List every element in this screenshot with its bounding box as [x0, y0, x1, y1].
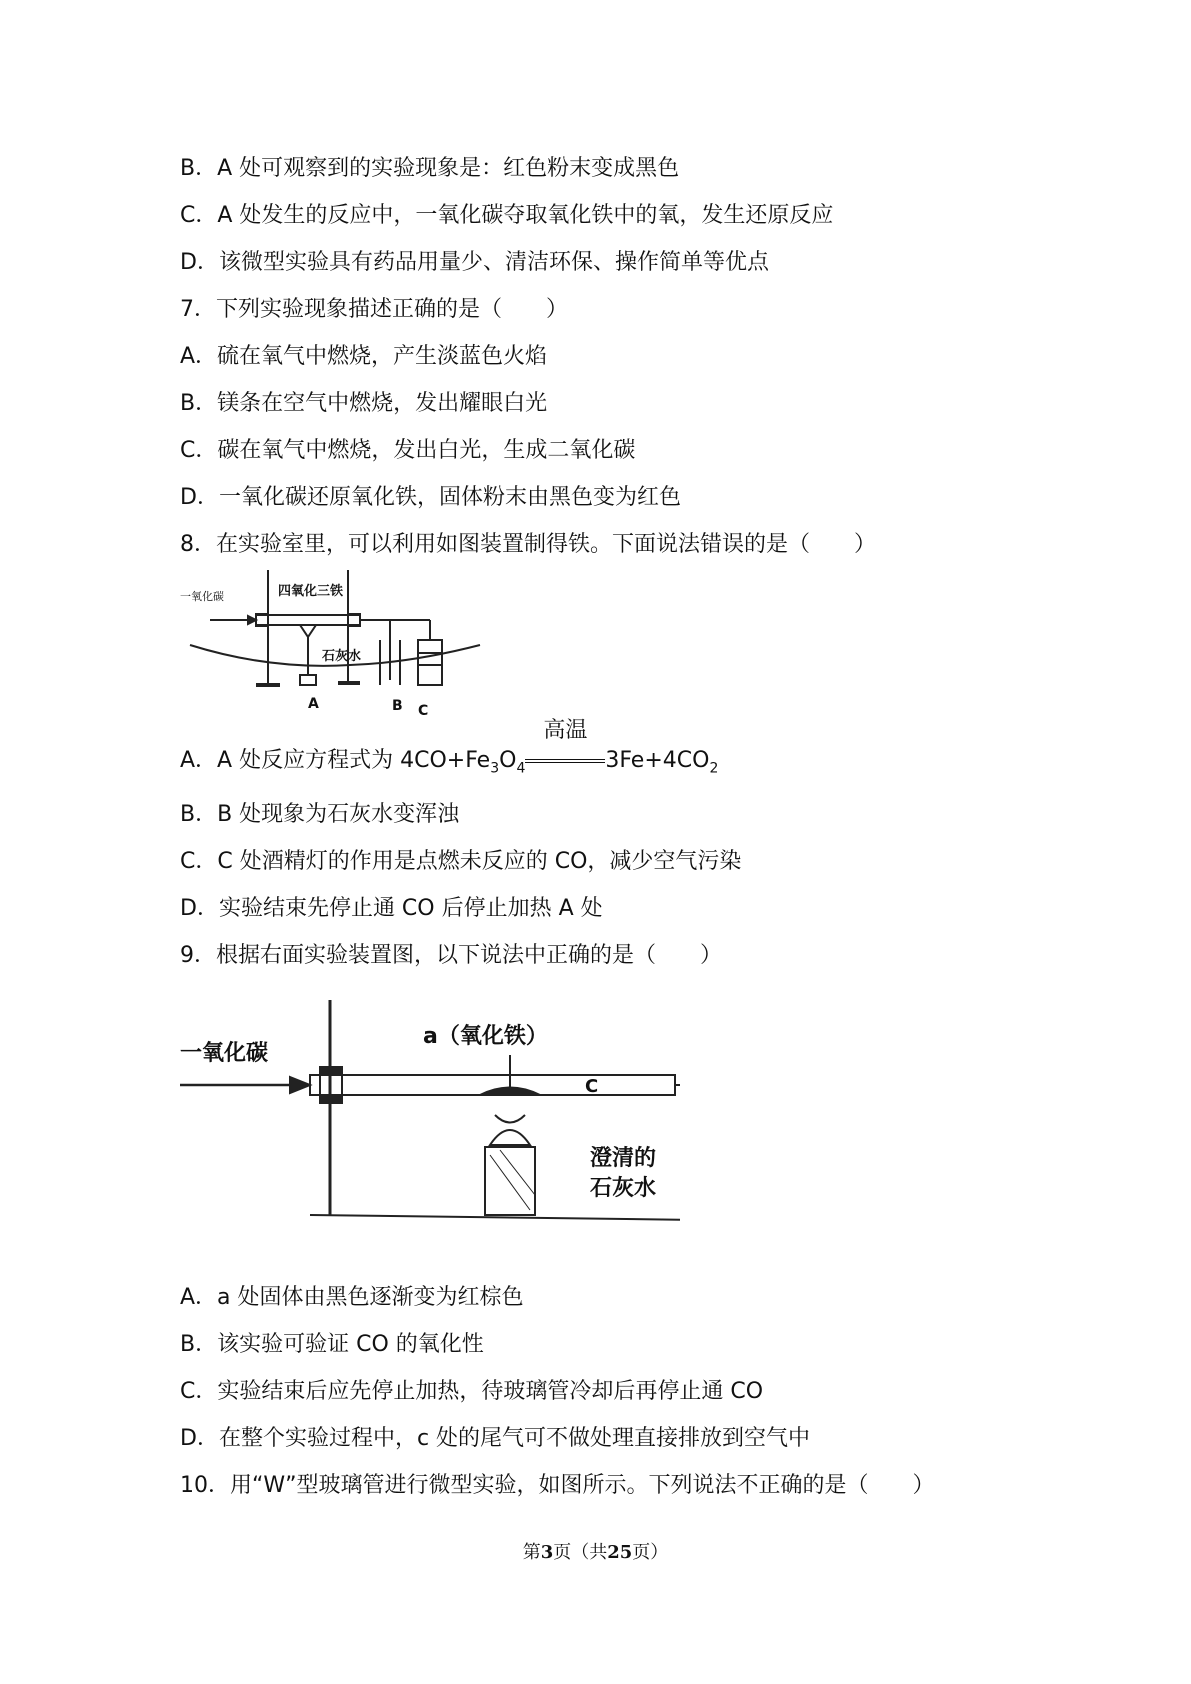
- q8-label-top: 四氧化三铁: [278, 584, 344, 599]
- eq-sub-2: 4: [516, 760, 526, 777]
- line-7b: B．镁条在空气中燃烧，发出耀眼白光: [180, 391, 548, 416]
- q9-apparatus-figure: [180, 995, 680, 1235]
- q9-label-lime-1: 澄清的: [590, 1146, 657, 1171]
- question-9: 9．根据右面实验装置图，以下说法中正确的是（ ）: [180, 943, 722, 968]
- line-7d: D．一氧化碳还原氧化铁，固体粉末由黑色变为红色: [180, 485, 681, 510]
- condition-high-temp: 高温: [543, 718, 588, 743]
- question-10: 10．用“W”型玻璃管进行微型实验，如图所示。下列说法不正确的是（ ）: [180, 1473, 935, 1498]
- page-footer: [0, 1538, 1191, 1564]
- line-9d: D．在整个实验过程中，c 处的尾气可不做处理直接排放到空气中: [180, 1426, 811, 1451]
- q8-apparatus-figure: [180, 565, 490, 725]
- line-6b: B．A 处可观察到的实验现象是：红色粉末变成黑色: [180, 156, 680, 181]
- eq-sub-3: 2: [709, 760, 719, 777]
- q9-label-a: a（氧化铁）: [423, 1024, 548, 1049]
- line-8a: [180, 718, 719, 783]
- footer-post: 页）: [632, 1542, 669, 1563]
- equation-prefix: A．A 处反应方程式为 4CO+Fe: [180, 748, 491, 773]
- footer-total-pages: 25: [607, 1542, 633, 1563]
- line-7a: A．硫在氧气中燃烧，产生淡蓝色火焰: [180, 344, 548, 369]
- q8-label-a: A: [308, 696, 319, 712]
- equals-bar: [525, 759, 605, 763]
- line-6d: D．该微型实验具有药品用量少、清洁环保、操作简单等优点: [180, 250, 769, 275]
- footer-mid: 页（共: [553, 1542, 608, 1563]
- line-8d: D．实验结束先停止通 CO 后停止加热 A 处: [180, 896, 603, 921]
- q8-label-b: B: [392, 698, 403, 714]
- question-7: 7．下列实验现象描述正确的是（ ）: [180, 297, 568, 322]
- line-7c: C．碳在氧气中燃烧，发出白光，生成二氧化碳: [180, 438, 636, 463]
- line-6c: C．A 处发生的反应中，一氧化碳夺取氧化铁中的氧，发生还原反应: [180, 203, 834, 228]
- q9-label-c: C: [585, 1076, 599, 1097]
- q8-label-lime: 石灰水: [322, 649, 362, 664]
- line-8b: B．B 处现象为石灰水变浑浊: [180, 802, 460, 827]
- q9-label-lime-2: 石灰水: [590, 1176, 657, 1201]
- eq-sub-1: 3: [490, 760, 500, 777]
- q8-label-c: C: [418, 703, 429, 719]
- eq-mid: O: [499, 748, 517, 773]
- line-9b: B．该实验可验证 CO 的氧化性: [180, 1332, 484, 1357]
- q9-label-co: 一氧化碳: [180, 1041, 269, 1066]
- question-8: 8．在实验室里，可以利用如图装置制得铁。下面说法错误的是（ ）: [180, 532, 876, 557]
- eq-after: 3Fe+4CO: [605, 748, 710, 773]
- footer-pre: 第: [522, 1542, 541, 1563]
- line-9c: C．实验结束后应先停止加热，待玻璃管冷却后再停止通 CO: [180, 1379, 764, 1404]
- q8-label-co: 一氧化碳: [180, 590, 224, 603]
- equation-condition: [525, 718, 605, 776]
- line-9a: A．a 处固体由黑色逐渐变为红棕色: [180, 1285, 524, 1310]
- footer-page-number: 3: [540, 1542, 554, 1563]
- line-8c: C．C 处酒精灯的作用是点燃未反应的 CO，减少空气污染: [180, 849, 742, 874]
